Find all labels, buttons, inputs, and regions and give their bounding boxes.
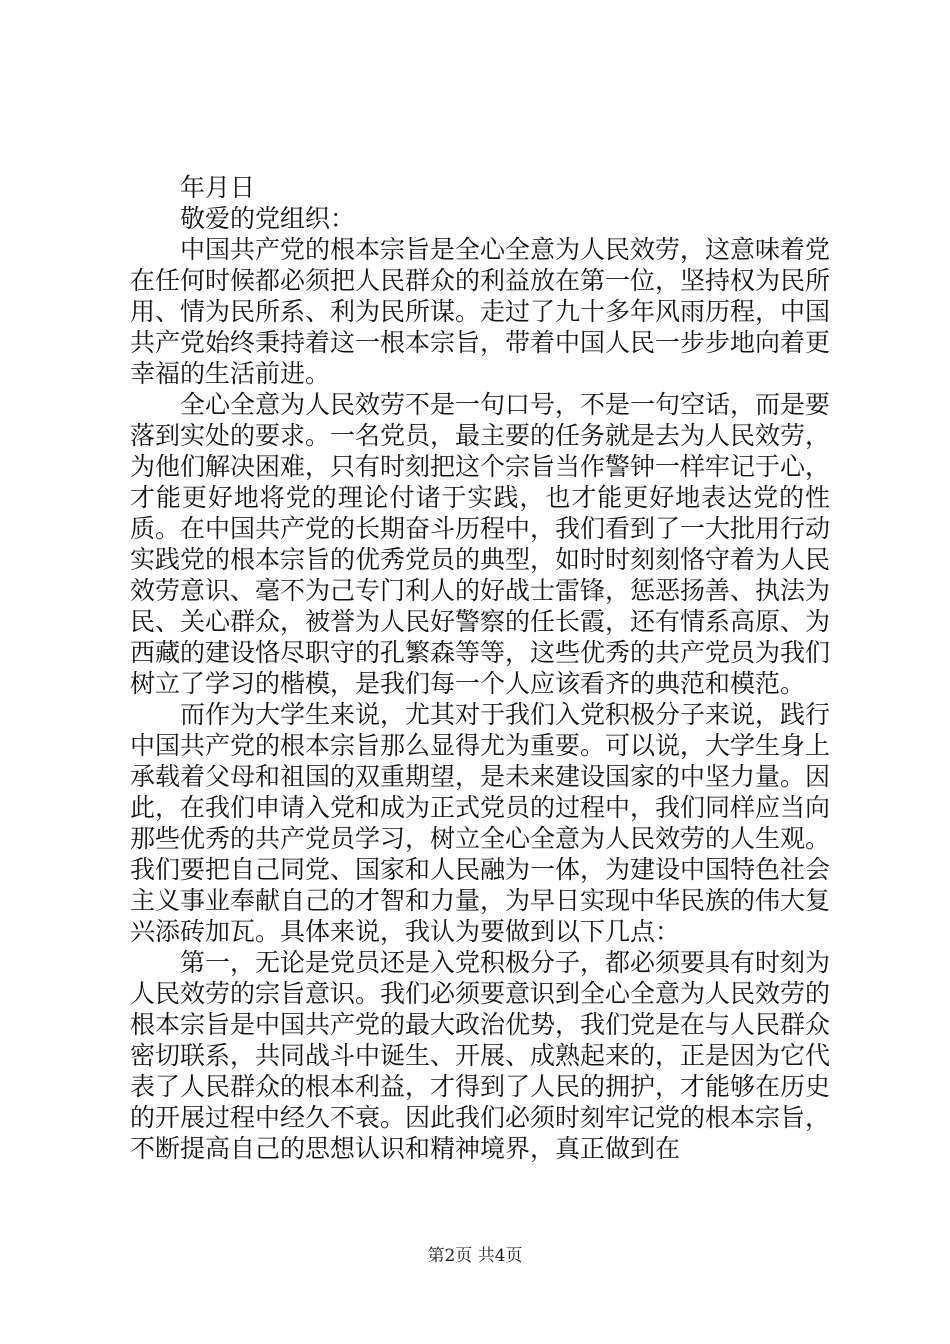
paragraph: 而作为大学生来说，尤其对于我们入党积极分子来说，践行中国共产党的根本宗旨那么显得尤为重要。可以说，大学生身上承载着父母和祖国的双重期望，是未来建设国家的中坚力量。因此，在我们申请入党和成为正式党员的过程中，我们同样应当向那些优秀的共产党员学习，树立全心全意为人民效劳的人生观。我们要把自己同党、国家和人民融为一体，为建设中国特色社会主义事业奉献自己的才智和力量，为早日实现中华民族的伟大复兴添砖加瓦。具体来说，我认为要做到以下几点：	[130, 700, 831, 946]
paragraph: 第一，无论是党员还是入党积极分子，都必须要具有时刻为人民效劳的宗旨意识。我们必须要意识到全心全意为人民效劳的根本宗旨是中国共产党的最大政治优势，我们党是在与人民群众密切联系，共同战斗中诞生、开展、成熟起来的，正是因为它代表了人民群众的根本利益，才得到了人民的拥护，才能够在历史的开展过程中经久不衰。因此我们必须时刻牢记党的根本宗旨，不断提高自己的思想认识和精神境界，真正做到在	[130, 948, 831, 1163]
page-number: 第2页 共4页	[427, 1246, 523, 1266]
paragraph: 全心全意为人民效劳不是一句口号，不是一句空话，而是要落到实处的要求。一名党员，最主要的任务就是去为人民效劳，为他们解决困难，只有时刻把这个宗旨当作警钟一样牢记于心，才能更好地将党的理论付诸于实践，也才能更好地表达党的性质。在中国共产党的长期奋斗历程中，我们看到了一大批用行动实践党的根本宗旨的优秀党员的典型，如时时刻刻恪守着为人民效劳意识、毫不为己专门利人的好战士雷锋，惩恶扬善、执法为民、关心群众，被誉为人民好警察的任长霞，还有情系高原、为西藏的建设恪尽职守的孔繁森等等，这些优秀的共产党员为我们树立了学习的楷模，是我们每一个人应该看齐的典范和模范。	[130, 390, 831, 698]
document-body	[130, 172, 830, 1164]
page-footer	[0, 1245, 950, 1267]
date-line: 年月日	[180, 173, 256, 202]
paragraph: 中国共产党的根本宗旨是全心全意为人民效劳，这意味着党在任何时候都必须把人民群众的利益放在第一位，坚持权为民所用、情为民所系、利为民所谋。走过了九十多年风雨历程，中国共产党始终秉持着这一根本宗旨，带着中国人民一步步地向着更幸福的生活前进。	[130, 235, 831, 388]
salutation: 敬爱的党组织：	[180, 204, 356, 233]
